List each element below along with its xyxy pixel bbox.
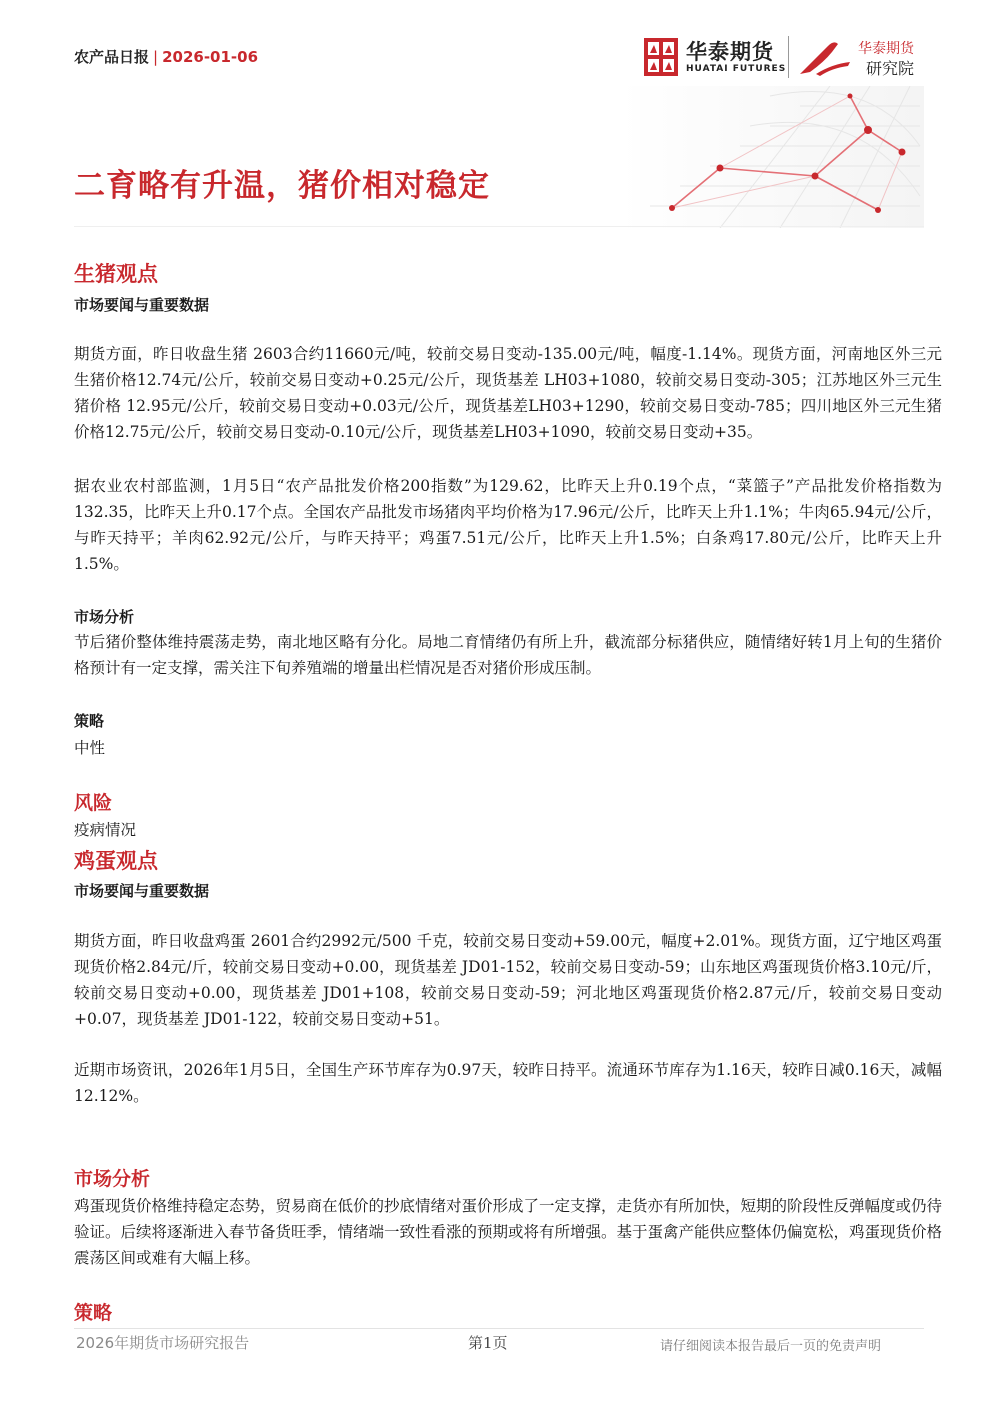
report-date: 2026-01-06 [162,48,259,66]
egg-strategy-heading: 策略 [74,1302,113,1324]
hog-strategy-value: 中性 [74,739,106,757]
brand-divider [788,36,789,78]
egg-section-heading: 鸡蛋观点 [74,849,158,873]
footer-report-name: 2026年期货市场研究报告 [76,1334,250,1352]
footer-divider [74,1328,924,1329]
doc-type: 农产品日报 [74,48,150,66]
hog-risk-heading: 风险 [74,792,113,814]
egg-news-heading: 市场要闻与重要数据 [74,882,210,900]
hog-news-paragraph-1: 期货方面，昨日收盘生猪 2603合约11660元/吨，较前交易日变动-135.00元/吨，幅度-1.14%。现货方面，河南地区外三元生猪价格12.74元/公斤，较前交易日变动+0.25元/公斤，现货基差 LH03+1080，较前交易日变动-305；江苏地区外三元生猪价格 12.95元/公斤，较前交易日变动+0.03元/公斤，现货基差LH03+1290，较前交易日变动-785；四川地区外三元生猪价格12.75元/公斤，较前交易日变动-0.10元/公斤，现货基差LH03+1090，较前交易日变动+35。 [74,345,942,441]
egg-news-paragraph-2: 近期市场资讯，2026年1月5日，全国生产环节库存为0.97天，较昨日持平。流通环节库存为1.16天，较昨日减0.16天，减幅12.12%。 [74,1061,942,1105]
header-separator: | [153,48,159,66]
banner-network-graphic [620,86,924,228]
hog-analysis-heading: 市场分析 [74,608,135,626]
hog-risk-value: 疫病情况 [74,821,137,839]
hog-strategy-heading: 策略 [74,712,105,730]
brand-block [640,34,930,84]
page-title: 二育略有升温，猪价相对稳定 [74,168,490,204]
egg-analysis-paragraph: 鸡蛋现货价格维持稳定态势，贸易商在低价的抄底情绪对蛋价形成了一定支撑，走货亦有所加快，短期的阶段性反弹幅度或仍待验证。后续将逐渐进入春节备货旺季，情绪端一致性看涨的预期或将有所增强。基于蛋禽产能供应整体仍偏宽松，鸡蛋现货价格震荡区间或难有大幅上移。 [74,1197,943,1267]
institute-line1: 华泰期货 [858,41,914,57]
brand-name-cn: 华泰期货 [686,40,774,64]
footer-disclaimer-note: 请仔细阅读本报告最后一页的免责声明 [660,1339,882,1354]
report-header [74,46,258,67]
huatai-logo-icon [644,38,678,76]
brand-name-en: HUATAI FUTURES [686,64,787,74]
hog-analysis-paragraph: 节后猪价整体维持震荡走势，南北地区略有分化。局地二育情绪仍有所上升，截流部分标猪供应，随情绪好转1月上旬的生猪价格预计有一定支撑，需关注下旬养殖端的增量出栏情况是否对猪价形成压制。 [74,633,942,677]
institute-swoosh-icon [798,38,852,78]
hog-news-paragraph-2: 据农业农村部监测，1月5日“农产品批发价格200指数”为129.62，比昨天上升0.19个点，“菜篮子”产品批发价格指数为132.35，比昨天上升0.17个点。全国农产品批发市场猪肉平均价格为17.96元/公斤，比昨天上升1.1%；牛肉65.94元/公斤，与昨天持平；羊肉62.92元/公斤，与昨天持平；鸡蛋7.51元/公斤，比昨天上升1.5%；白条鸡17.80元/公斤，比昨天上升1.5%。 [74,477,942,573]
egg-news-paragraph-1: 期货方面，昨日收盘鸡蛋 2601合约2992元/500 千克，较前交易日变动+59.00元，幅度+2.01%。现货方面，辽宁地区鸡蛋现货价格2.84元/斤，较前交易日变动+0.00，现货基差 JD01-152，较前交易日变动-59；山东地区鸡蛋现货价格3.10元/斤，较前交易日变动+0.00，现货基差 JD01+108，较前交易日变动-59；河北地区鸡蛋现货价格2.87元/斤，较前交易日变动+0.07，现货基差 JD01-122，较前交易日变动+51。 [74,932,942,1028]
hog-section-heading: 生猪观点 [74,262,158,286]
egg-analysis-heading: 市场分析 [74,1168,151,1190]
institute-line2: 研究院 [866,59,915,78]
title-divider [74,226,924,227]
hog-news-heading: 市场要闻与重要数据 [74,296,210,314]
footer-page-number: 第1页 [468,1334,508,1352]
